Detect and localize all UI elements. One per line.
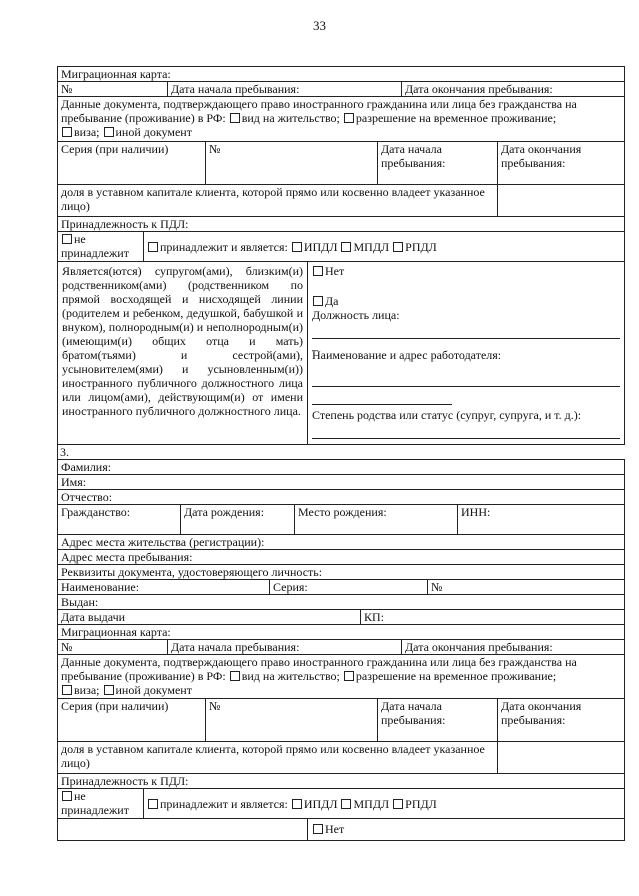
migration-card-table-2 xyxy=(57,624,625,699)
pdl-header: Принадлежность к ПДЛ: xyxy=(58,217,625,232)
checkbox-residence-2[interactable] xyxy=(230,671,240,681)
doc-number-field-3[interactable]: № xyxy=(206,699,378,742)
doc-number-field[interactable]: № xyxy=(206,142,378,185)
checkbox-visa-2[interactable] xyxy=(62,685,72,695)
residence-doc-block xyxy=(58,97,625,142)
pdl-table-1 xyxy=(57,216,625,445)
checkbox-other-doc-2[interactable] xyxy=(104,685,114,695)
checkbox-temp-residence[interactable] xyxy=(344,113,354,123)
doc-series-field-2[interactable]: Серия: xyxy=(270,580,428,595)
doc-start-field-2[interactable]: Дата начала пребывания: xyxy=(378,699,498,742)
birth-place-field[interactable]: Место рождения: xyxy=(295,505,458,535)
patronymic-field[interactable]: Отчество: xyxy=(58,490,625,505)
share-value-field-2[interactable] xyxy=(498,742,625,774)
share-text: доля в уставном капитале клиента, которой прямо или косвенно владеет указанное лицо) xyxy=(58,185,498,217)
ipdl-label-2: ИПДЛ xyxy=(303,796,338,811)
id-doc-table xyxy=(57,579,625,610)
id-doc-label: Реквизиты документа, удостоверяющего личность: xyxy=(58,565,625,580)
opt-residence-label: вид на жительство; xyxy=(241,111,340,125)
checkbox-ipdl-2[interactable] xyxy=(292,799,302,809)
doc-end-field-2[interactable]: Дата окончания пребывания: xyxy=(498,699,625,742)
migration-stay-end[interactable]: Дата окончания пребывания: xyxy=(402,82,625,97)
issued-by-field[interactable]: Выдан: xyxy=(58,595,625,610)
pdl-is-label-2: принадлежит и является: xyxy=(160,796,288,811)
checkbox-other-doc[interactable] xyxy=(104,127,114,137)
opt-other-label: иной документ xyxy=(115,125,192,139)
ipdl-label: ИПДЛ xyxy=(303,239,338,254)
pdl-is-cell-2 xyxy=(144,789,625,819)
reg-address-field[interactable]: Адрес места жительства (регистрации): xyxy=(58,535,625,550)
kp-field[interactable]: КП: xyxy=(361,610,625,625)
issue-date-field[interactable]: Дата выдачи xyxy=(58,610,361,625)
position-field[interactable] xyxy=(312,324,620,339)
name-field[interactable]: Имя: xyxy=(58,475,625,490)
residence-doc-text-2: Данные документа, подтверждающего право иностранного гражданина или лица без гражданства на пребывание (проживание) в РФ: xyxy=(61,655,577,683)
relative-text-cell-2 xyxy=(58,819,308,841)
residence-doc-block-2 xyxy=(58,655,625,699)
checkbox-rpdl-2[interactable] xyxy=(393,799,403,809)
pdl-is-cell xyxy=(144,232,625,262)
opt-other-label-2: иной документ xyxy=(115,683,192,697)
opt-temp-label: разрешение на временное проживание; xyxy=(355,111,557,125)
mpdl-label: МПДЛ xyxy=(353,239,390,254)
relation-label: Степень родства или статус (супруг, супруга, и т. д.): xyxy=(312,408,582,422)
relative-answer-cell-2 xyxy=(308,819,625,841)
checkbox-relative-yes[interactable] xyxy=(313,296,323,306)
doc-name-field[interactable]: Наименование: xyxy=(58,580,270,595)
checkbox-relative-no-2[interactable] xyxy=(313,824,323,834)
doc-series-field-3[interactable]: Серия (при наличии) xyxy=(58,699,206,742)
relative-answer-cell xyxy=(308,262,625,445)
questionnaire-form xyxy=(57,66,624,841)
checkbox-relative-no[interactable] xyxy=(313,266,323,276)
employer-field-2[interactable] xyxy=(312,390,452,405)
mpdl-label-2: МПДЛ xyxy=(353,796,390,811)
position-label: Должность лица: xyxy=(312,308,400,322)
pdl-table-2 xyxy=(57,773,625,841)
opt-visa-label-2: виза; xyxy=(74,683,100,697)
doc-number-field-2[interactable]: № xyxy=(428,580,625,595)
migration-card-table-1 xyxy=(57,66,625,142)
citizenship-field[interactable]: Гражданство: xyxy=(58,505,181,535)
issue-table xyxy=(57,609,625,625)
employer-label: Наименование и адрес работодателя: xyxy=(312,348,502,362)
checkbox-mpdl-2[interactable] xyxy=(341,799,351,809)
migration-card-number-2[interactable]: № xyxy=(58,640,168,655)
checkbox-pdl-not[interactable] xyxy=(62,234,72,244)
residence-doc-text: Данные документа, подтверждающего право иностранного гражданина или лица без гражданства на пребывание (проживание) в РФ: xyxy=(61,97,577,125)
stay-address-field[interactable]: Адрес места пребывания: xyxy=(58,550,625,565)
rpdl-label-2: РПДЛ xyxy=(405,796,437,811)
checkbox-residence[interactable] xyxy=(230,113,240,123)
rpdl-label: РПДЛ xyxy=(405,239,437,254)
migration-stay-end-2[interactable]: Дата окончания пребывания: xyxy=(402,640,625,655)
doc-series-field[interactable]: Серия (при наличии) xyxy=(58,142,206,185)
pdl-not-label: не принадлежит xyxy=(61,232,129,260)
pdl-header-2: Принадлежность к ПДЛ: xyxy=(58,774,625,789)
surname-field[interactable]: Фамилия: xyxy=(58,460,625,475)
relative-text: Является(ются) супругом(ами), близким(и) родственником(ами) (родственником по прямой восходящей и нисходящей линии (родителем и ребенком, дедушкой, бабушкой и внуком), полнородным(и) и неполнородным(и) (имеющим(и) общих отца и мать) братом(тьями) и сестрой(ами), усыновителем(ями) и усыновленным(и)) иностранного публичного должностного лица или лицом(ами), действующим(и) от имени иностранного публичного должностного лица. xyxy=(58,262,308,445)
checkbox-pdl-is-2[interactable] xyxy=(148,799,158,809)
opt-residence-label-2: вид на жительство; xyxy=(241,669,340,683)
checkbox-visa[interactable] xyxy=(62,127,72,137)
checkbox-rpdl[interactable] xyxy=(393,242,403,252)
pdl-not-label-2: не принадлежит xyxy=(61,789,129,817)
checkbox-ipdl[interactable] xyxy=(292,242,302,252)
doc-series-table-1 xyxy=(57,141,625,217)
relative-yes-label: Да xyxy=(325,294,339,308)
page-number: 33 xyxy=(313,18,326,33)
birth-date-field[interactable]: Дата рождения: xyxy=(181,505,295,535)
share-value-field[interactable] xyxy=(498,185,625,217)
pdl-is-label: принадлежит и является: xyxy=(160,239,288,254)
pdl-not-cell-2 xyxy=(58,789,144,819)
migration-card-label-2: Миграционная карта: xyxy=(58,625,625,640)
checkbox-pdl-is[interactable] xyxy=(148,242,158,252)
share-text-2: доля в уставном капитале клиента, которой прямо или косвенно владеет указанное лицо) xyxy=(58,742,498,774)
checkbox-temp-residence-2[interactable] xyxy=(344,671,354,681)
migration-stay-start-2[interactable]: Дата начала пребывания: xyxy=(168,640,402,655)
checkbox-pdl-not-2[interactable] xyxy=(62,791,72,801)
pdl-not-cell xyxy=(58,232,144,262)
doc-start-field[interactable]: Дата начала пребывания: xyxy=(378,142,498,185)
personal-data-table xyxy=(57,459,625,580)
employer-field[interactable] xyxy=(312,372,620,387)
checkbox-mpdl[interactable] xyxy=(341,242,351,252)
relative-no-label: Нет xyxy=(325,264,345,278)
migration-card-number[interactable]: № xyxy=(58,82,168,97)
doc-series-table-2 xyxy=(57,698,625,774)
relative-no-label-2: Нет xyxy=(325,822,345,836)
doc-end-field[interactable]: Дата окончания пребывания: xyxy=(498,142,625,185)
relation-field[interactable] xyxy=(312,424,620,439)
dash-mark: _ xyxy=(312,338,318,352)
migration-card-label: Миграционная карта: xyxy=(58,67,625,82)
section-number: 3. xyxy=(57,445,624,459)
inn-field[interactable]: ИНН: xyxy=(458,505,625,535)
opt-visa-label: виза; xyxy=(74,125,100,139)
opt-temp-label-2: разрешение на временное проживание; xyxy=(355,669,557,683)
migration-stay-start[interactable]: Дата начала пребывания: xyxy=(168,82,402,97)
